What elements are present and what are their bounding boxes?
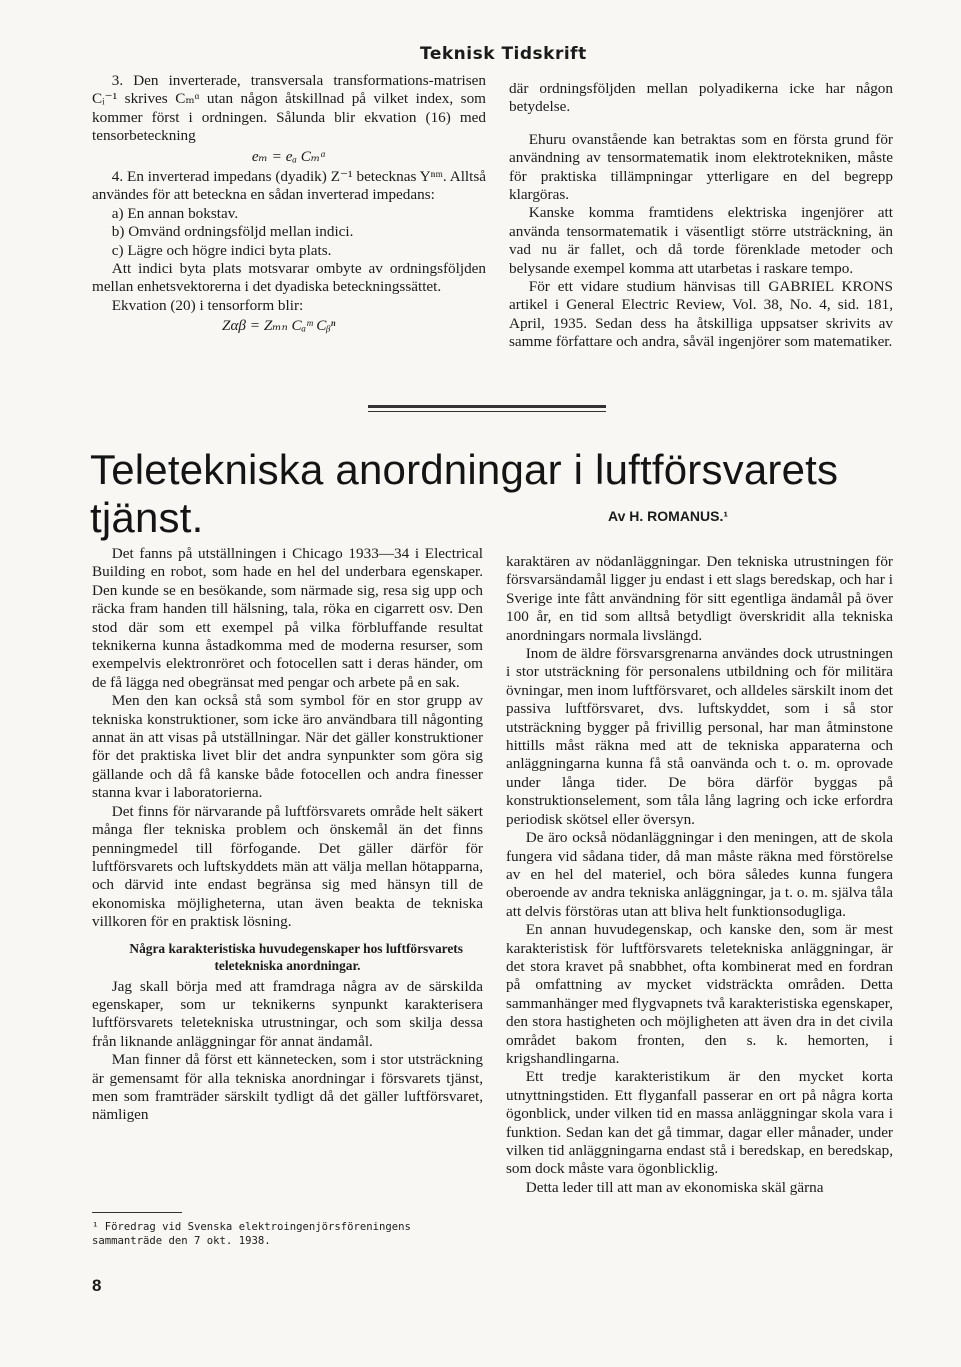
section-divider — [368, 411, 606, 412]
paragraph: Ekvation (20) i tensorform blir: — [111, 296, 304, 314]
footnote-rule — [92, 1212, 182, 1213]
paragraph: De äro också nödanläggningar i den meningen, att de skola fungera vid sådana tider, då man måste räkna med förstörelse av en hel del materiel, och böra således kunna fungera oberoende av andra tekniska anläggningar, ja t. o. m. själva tåla att delvis förstöras utan att bliva helt funktionsodugliga. — [506, 829, 893, 920]
byline: Av H. ROMANUS.¹ — [608, 508, 729, 524]
paragraph: karaktären av nödanläggningar. Den tekniska utrustningen för försvarsändamål ligger ju endast i ett slags beredskap, och har i Sverige inte fått användning för sitt egentliga ändamål på över 100 år, en tid som alltså betydligt överskridit alla tekniska anordningars normala livslängd. — [506, 553, 893, 644]
paragraph: Kanske komma framtidens elektriska ingenjörer att använda tensormatematik i väsentligt större utsträckning, än vad nu är fallet, och då torde förenklade metoder och belysande exempel komma att utarbetas i raskare tempo. — [509, 204, 893, 277]
paragraph: Jag skall börja med att framdraga några av de särskilda egenskaper, som ur teknikerns synpunkt karakterisera luftförsvarets teletekniska utrustningar, och som skilja dessa från liknande anläggningar för annat ändamål. — [92, 977, 483, 1050]
paragraph: där ordningsföljden mellan polyadikerna icke har någon betydelse. — [509, 80, 893, 116]
paragraph: Inom de äldre försvarsgrenarna användes dock utrustningen i stor utsträckning för personalens utbildning och för militära övningar, men inom luftförsvaret, och alldeles särskilt inom det passiva luftförsvaret, dvs. luftskyddet, som i så stor utsträckning bygger på frivillig personal, har man åtminstone hittills måst räkna med att de tekniska apparaterna och anläggningarna kunna få stå oanvända och t. o. m. oprovade under långa tider. De böra därför byggas på konstruktionselement, som tåla lång lagring och icke erfordra periodisk skötsel eller översyn. — [506, 645, 893, 828]
formula: Zαβ = Zₘₙ Cₐᵐ Cᵦⁿ — [222, 317, 336, 335]
list-item: b) Omvänd ordningsföljd mellan indici. — [111, 223, 354, 241]
page-number: 8 — [92, 1276, 102, 1295]
top-left-column — [92, 72, 486, 338]
paragraph: Men den kan också stå som symbol för en stor grupp av tekniska konstruktioner, som icke äro användbara till någonting annat än att visas på utställningar. När det gäller konstruktioner för det praktiska livet blir det andra synpunkter som göra sig gällande och då få kanske både fotocellen och andra finesser stanna kvar i laboratorierna. — [92, 692, 483, 802]
article-right-column — [506, 553, 893, 1197]
section-subheading: Några karakteristiska huvudegenskaper hos luftförsvarets teletekniska anordningar. — [129, 940, 463, 973]
section-divider — [368, 405, 606, 408]
paragraph: Att indici byta plats motsvarar ombyte av ordningsföljden mellan enhetsvektorerna i det dyadiska beteckningssättet. — [92, 260, 486, 296]
paragraph: Det finns för närvarande på luftförsvarets område helt säkert många fler tekniska problem och önskemål än det finns penningmedel till förfogande. Det gäller därför för luftförsvarets och luftskyddets män att välja mellan hötapparna, och därvid inte endast begränsa sig med hänsyn till de ekonomiska möjligheterna, utan även beakta de tekniska villkoren för en praktisk lösning. — [92, 802, 483, 931]
top-right-column — [509, 80, 893, 352]
paragraph: 4. En inverterad impedans (dyadik) Z⁻¹ betecknas Yⁿᵐ. Alltså användes för att beteckna en sådan inverterad impedans: — [92, 168, 486, 204]
paragraph: En annan huvudegenskap, och kanske den, som är mest karakteristisk för luftförsvarets teletekniska anläggningar, är det stora kravet på snabbhet, ofta kombinerat med en fordran på omfattning av mycket vidsträckta områden. Detta sammanhänger med flygvapnets två karakteristiska egenskaper, den stora hastigheten och möjligheten att även dra in det civila området bakom fronten, den s. k. hemorten, i krigshandlingarna. — [506, 921, 893, 1067]
list-item: a) En annan bokstav. — [111, 204, 239, 222]
paragraph: Ehuru ovanstående kan betraktas som en första grund för användning av tensormatematik inom elektrotekniken, måste för praktiska tillämpningar ytterligare en del begrepp klargöras. — [509, 130, 893, 204]
paragraph: Detta leder till att man av ekonomiska skäl gärna — [525, 1178, 824, 1196]
paragraph: Man finner då först ett kännetecken, som i stor utsträckning är gemensamt för alla tekniska anordningar i försvarets tjänst, men som framträder särskilt tydligt då det gäller luftförsvaret, nämligen — [92, 1051, 483, 1124]
formula: eₘ = eₐ Cₘᵅ — [251, 147, 327, 165]
paragraph: Det fanns på utställningen i Chicago 1933—34 i Electrical Building en robot, som hade en hel del underbara egenskaper. Den kunde se en besökande, som närmade sig, resa sig upp och räcka fram handen till hälsning, tala, röka en cigarrett osv. Den stod där som ett exempel på vilka förbluffande resultat teknikerna kunna åstadkomma med de moderna resurser, som exempelvis elektronröret och fotocellen satt i deras händer, om de få lägga ned obegränsat med pengar och arbete på en sak. — [92, 545, 483, 691]
running-head: Teknisk Tidskrift — [420, 44, 587, 64]
article-title: Teletekniska anordningar i luftförsvarets tjänst. — [90, 446, 839, 541]
paragraph: 3. Den inverterade, transversala transformations-matrisen Cᵢ⁻¹ skrives Cₘᵅ utan någon åtskillnad på vilket index, som kommer först i ordningen. Sålunda blir ekvation (16) med tensorbeteckning — [92, 72, 486, 145]
list-item: c) Lägre och högre indici byta plats. — [111, 241, 332, 259]
article-left-column — [92, 545, 483, 1125]
paragraph: För ett vidare studium hänvisas till GABRIEL KRONS artikel i General Electric Review, Vol. 38, No. 4, sid. 181, April, 1935. Sedan dess ha åtskilliga uppsatser skrivits av samme författare och andra, såväl ingenjörer som matematiker. — [509, 278, 893, 351]
footnote: ¹ Föredrag vid Svenska elektroingenjörsföreningens sammanträde den 7 okt. 1938. — [92, 1221, 411, 1247]
paragraph: Ett tredje karakteristikum är den mycket korta utnyttningstiden. Ett flyganfall passerar en ort på några korta ögonblick, under vilken tid en massa anläggningar skola vara i funktion. Sedan kan det gå timmar, dagar eller månader, under vilken tid anläggningarna endast stå i beredskap, en beredskap, som dock måste vara ögonblicklig. — [506, 1068, 893, 1178]
